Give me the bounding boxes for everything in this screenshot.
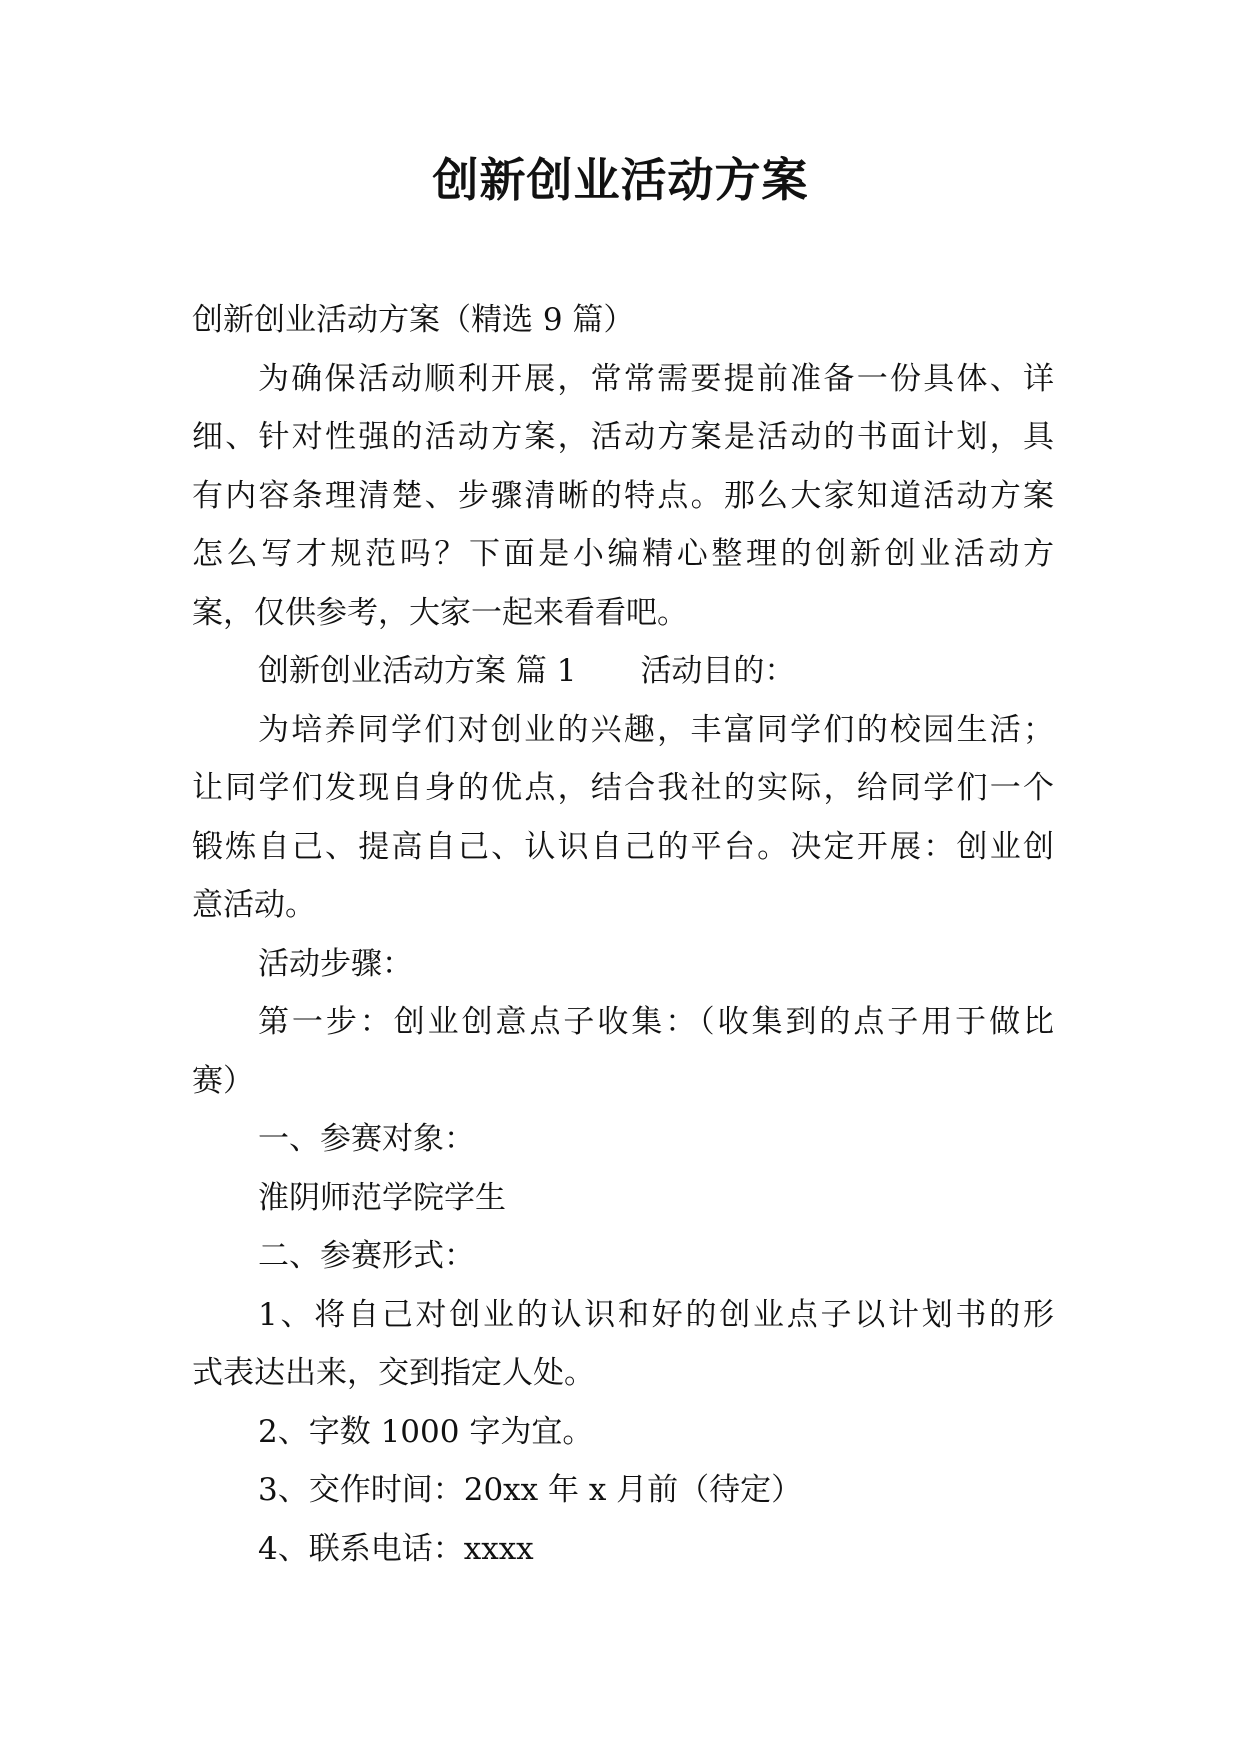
activity-purpose-label: 活动目的： — [640, 653, 796, 689]
paragraph-line: 第一步：创业创意点子收集：（收集到的点子用于做比 — [258, 1004, 1054, 1040]
subtitle-line: 创新创业活动方案（精选 9 篇） — [192, 302, 635, 338]
paragraph-line: 有内容条理清楚、步骤清晰的特点。那么大家知道活动方案 — [192, 477, 1054, 514]
paragraph-line: 细、针对性强的活动方案，活动方案是活动的书面计划，具 — [192, 419, 1054, 455]
paragraph-line: 二、参赛形式： — [258, 1238, 475, 1274]
paragraph-line: 为培养同学们对创业的兴趣，丰富同学们的校园生活； — [258, 711, 1054, 748]
section-heading-line — [192, 642, 1054, 701]
paragraph-line: 活动步骤： — [258, 945, 413, 982]
paragraph-line: 赛） — [192, 1062, 254, 1099]
section-heading: 创新创业活动方案 篇 1 — [258, 653, 577, 689]
paragraph-line: 4、联系电话：xxxx — [258, 1530, 534, 1567]
paragraph-line: 1、将自己对创业的认识和好的创业点子以计划书的形 — [258, 1296, 1054, 1333]
document-title: 创新创业活动方案 — [432, 153, 809, 207]
document-body — [192, 291, 1054, 1578]
paragraph-line: 案，仅供参考，大家一起来看看吧。 — [192, 594, 688, 631]
paragraph-line: 式表达出来，交到指定人处。 — [192, 1355, 595, 1391]
paragraph-line: 淮阴师范学院学生 — [258, 1179, 506, 1216]
paragraph-line: 让同学们发现自身的优点，结合我社的实际，给同学们一个 — [192, 770, 1054, 806]
paragraph-line: 意活动。 — [192, 887, 316, 923]
paragraph-line: 3、交作时间：20xx 年 x 月前（待定） — [258, 1472, 803, 1508]
paragraph-line: 2、字数 1000 字为宜。 — [258, 1413, 594, 1450]
paragraph-line: 锻炼自己、提高自己、认识自己的平台。决定开展：创业创 — [192, 828, 1054, 865]
paragraph-line: 为确保活动顺利开展，常常需要提前准备一份具体、详 — [258, 360, 1054, 397]
paragraph-line: 怎么写才规范吗？下面是小编精心整理的创新创业活动方 — [192, 536, 1054, 572]
paragraph-line: 一、参赛对象： — [258, 1121, 475, 1157]
